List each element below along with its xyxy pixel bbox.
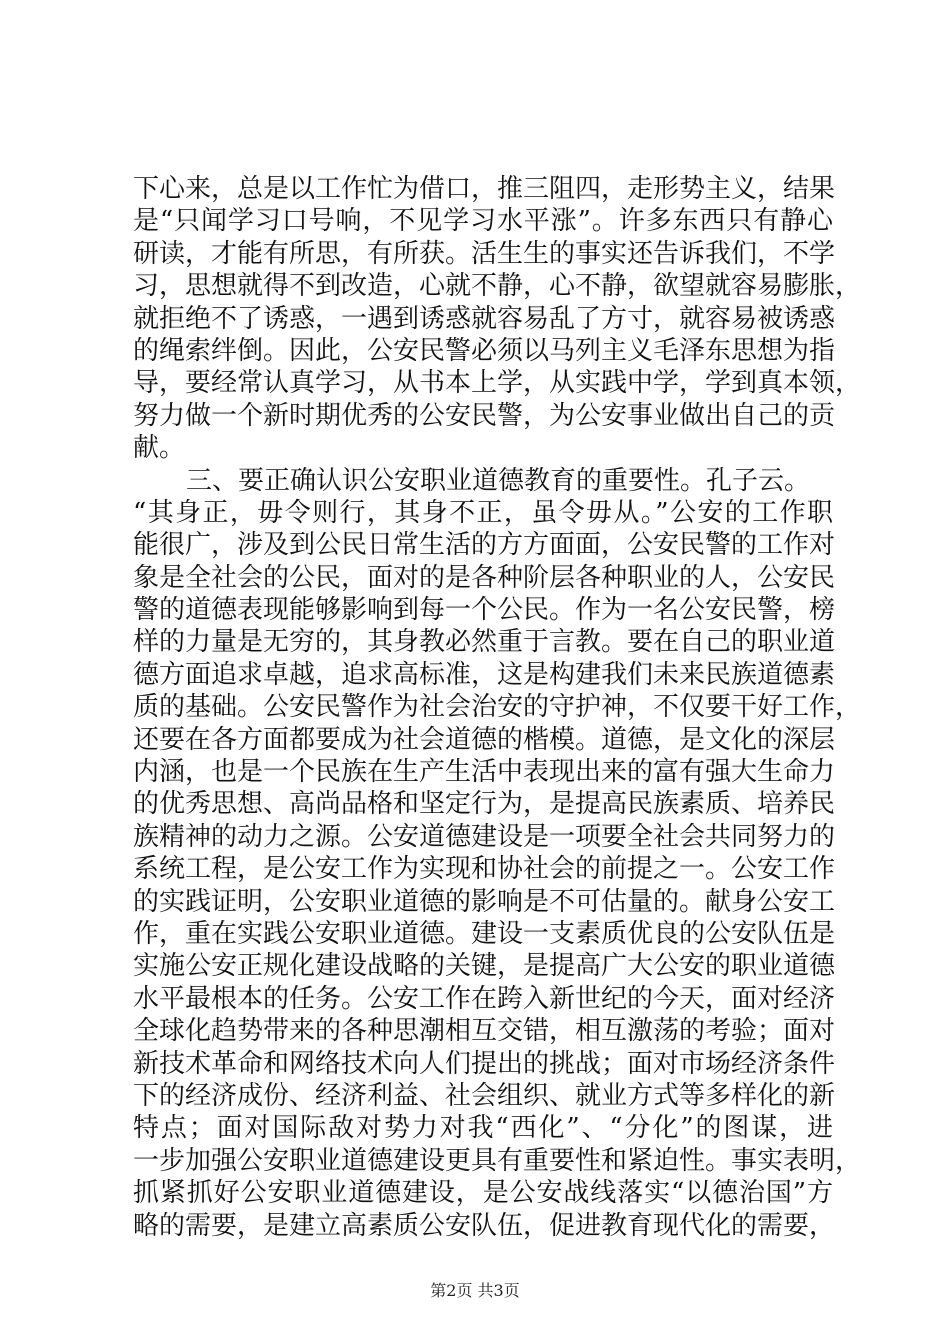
text-line: 下心来，总是以工作忙为借口，推三阻四，走形势主义，结果 xyxy=(133,174,836,204)
text-line: 质的基础。公安民警作为社会治安的守护神，不仅要干好工作， xyxy=(133,692,862,723)
text-line: 略的需要，是建立高素质公安队伍，促进教育现代化的需要， xyxy=(133,1210,836,1241)
text-line: 水平最根本的任务。公安工作在跨入新世纪的今天，面对经济 xyxy=(133,983,836,1014)
text-line: 导，要经常认真学习，从书本上学，从实践中学，学到真本领， xyxy=(133,368,862,399)
text-line: 象是全社会的公民，面对的是各种阶层各种职业的人，公安民 xyxy=(133,562,836,593)
text-line: 警的道德表现能够影响到每一个公民。作为一名公安民警，榜 xyxy=(133,595,836,626)
text-line: 的优秀思想、高尚品格和坚定行为，是提高民族素质、培养民 xyxy=(133,789,836,820)
text-line: 新技术革命和网络技术向人们提出的挑战；面对市场经济条件 xyxy=(133,1048,836,1079)
text-line: 的绳索绊倒。因此，公安民警必须以马列主义毛泽东思想为指 xyxy=(133,335,836,366)
section-heading-line: 三、要正确认识公安职业道德教育的重要性。孔子云。 xyxy=(186,465,811,496)
text-line: 内涵，也是一个民族在生产生活中表现出来的富有强大生命力 xyxy=(133,757,836,788)
text-line: 样的力量是无穷的，其身教必然重于言教。要在自己的职业道 xyxy=(133,627,836,658)
text-line: 族精神的动力之源。公安道德建设是一项要全社会共同努力的 xyxy=(133,821,836,852)
text-line: 作，重在实践公安职业道德。建设一支素质优良的公安队伍是 xyxy=(133,918,836,949)
text-line: 系统工程，是公安工作为实现和协社会的前提之一。公安工作 xyxy=(133,854,836,885)
text-line: 实施公安正规化建设战略的关键，是提高广大公安的职业道德 xyxy=(133,951,836,982)
text-line: 全球化趋势带来的各种思潮相互交错，相互激荡的考验；面对 xyxy=(133,1016,836,1047)
text-line: 下的经济成份、经济利益、社会组织、就业方式等多样化的新 xyxy=(133,1080,836,1111)
text-line: 抓紧抓好公安职业道德建设，是公安战线落实“以德治国”方 xyxy=(133,1178,833,1209)
text-line: 研读，才能有所思，有所获。活生生的事实还告诉我们，不学 xyxy=(133,238,836,269)
text-line: 献。 xyxy=(133,433,186,464)
text-line: “其身正，毋令则行，其身不正，虽令毋从。”公安的工作职 xyxy=(133,497,833,528)
text-line: 就拒绝不了诱惑，一遇到诱惑就容易乱了方寸，就容易被诱惑 xyxy=(133,303,836,334)
page-number-footer: 第2页 共3页 xyxy=(430,1281,520,1300)
text-line: 德方面追求卓越，追求高标准，这是构建我们未来民族道德素 xyxy=(133,659,836,690)
text-line: 还要在各方面都要成为社会道德的楷模。道德，是文化的深层 xyxy=(133,724,836,755)
text-line: 一步加强公安职业道德建设更具有重要性和紧迫性。事实表明， xyxy=(133,1145,862,1176)
text-line: 习，思想就得不到改造，心就不静，心不静，欲望就容易膨胀， xyxy=(133,271,862,302)
text-line: 特点；面对国际敌对势力对我“西化”、“分化”的图谋，进 xyxy=(133,1113,833,1144)
body-text xyxy=(133,173,862,1242)
text-line: 的实践证明，公安职业道德的影响是不可估量的。献身公安工 xyxy=(133,886,836,917)
text-line: 能很广，涉及到公民日常生活的方方面面，公安民警的工作对 xyxy=(133,530,836,561)
text-line: 是“只闻学习口号响，不见学习水平涨”。许多东西只有静心 xyxy=(133,206,833,237)
text-line: 努力做一个新时期优秀的公安民警，为公安事业做出自己的贡 xyxy=(133,400,836,431)
